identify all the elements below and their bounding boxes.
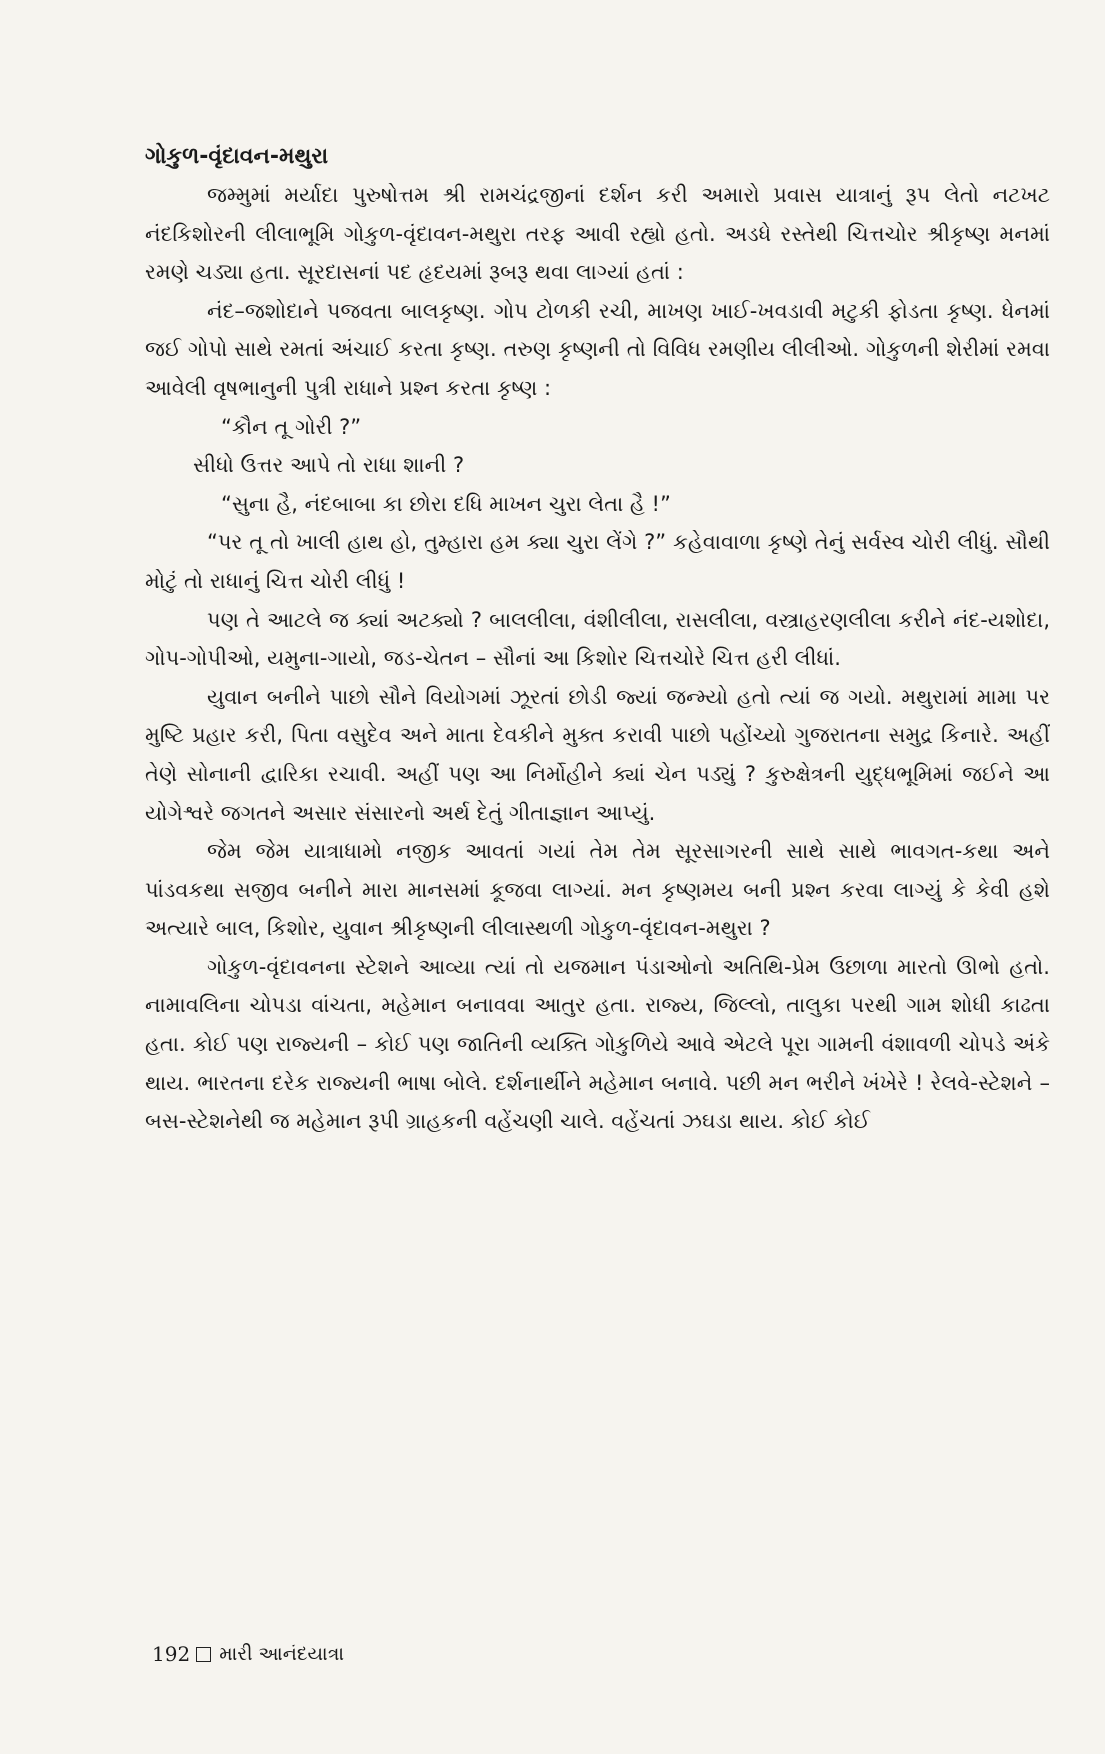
paragraph-1: જમ્મુમાં મર્યાદા પુરુષોત્તમ શ્રી રામચંદ્રજીનાં દર્શન કરી અમારો પ્રવાસ યાત્રાનું રૂપ લેતો નટખટ નંદકિશોરની લીલાભૂમિ ગોકુળ-વૃંદાવન-મથુરા તરફ આવી રહ્યો હતો. અડધે રસ્તેથી ચિત્તચોર શ્રીકૃષ્ણ મનમાં રમણે ચડ્યા હતા. સૂરદાસનાં પદ હૃદયમાં રૂબરૂ થવા લાગ્યાં હતાં : <box>145 183 1050 285</box>
paragraph-3: સીધો ઉત્તર આપે તો રાધા શાની ? <box>193 453 465 478</box>
paragraph-2: નંદ–જશોદાને પજવતા બાલકૃષ્ણ. ગોપ ટોળકી રચી, માખણ ખાઈ-ખવડાવી મટુકી ફોડતા કૃષ્ણ. ધેનમાં જઈ ગોપો સાથે રમતાં અંચાઈ કરતા કૃષ્ણ. તરુણ કૃષ્ણની તો વિવિધ રમણીય લીલીઓ. ગોકુળની શેરીમાં રમવા આવેલી વૃષભાનુની પુત્રી રાધાને પ્રશ્ન કરતા કૃષ્ણ : <box>145 298 1050 400</box>
quote-2: “સુના હૈ, નંદબાબા કા છોરા દધિ માખન ચુરા લેતા હૈ !” <box>221 491 671 516</box>
paragraph-8: ગોકુળ-વૃંદાવનના સ્ટેશને આવ્યા ત્યાં તો યજમાન પંડાઓનો અતિથિ-પ્રેમ ઉછાળા મારતો ઊભો હતો. નામાવલિના ચોપડા વાંચતા, મહેમાન બનાવવા આતુર હતા. રાજ્ય, જિલ્લો, તાલુકા પરથી ગામ શોધી કાઢતા હતા. કોઈ પણ રાજ્યની – કોઈ પણ જાતિની વ્યક્તિ ગોકુળિયે આવે એટલે પૂરા ગામની વંશાવળી ચોપડે અંકે થાય. ભારતના દરેક રાજ્યની ભાષા બોલે. દર્શનાર્થીને મહેમાન બનાવે. પછી મન ભરીને ખંખેરે ! રેલવે-સ્ટેશને – બસ-સ્ટેશનેથી જ મહેમાન રૂપી ગ્રાહકની વહેંચણી ચાલે. વહેંચતાં ઝઘડા થાય. કોઈ કોઈ <box>145 954 1050 1134</box>
paragraph-5: પણ તે આટલે જ ક્યાં અટક્યો ? બાલલીલા, વંશીલીલા, રાસલીલા, વસ્ત્રાહરણલીલા કરીને નંદ-યશોદા, ગોપ-ગોપીઓ, યમુના-ગાયો, જડ-ચેતન – સૌનાં આ કિશોર ચિત્તચોરે ચિત્ત હરી લીધાં. <box>145 607 1050 671</box>
paragraph-7: જેમ જેમ યાત્રાધામો નજીક આવતાં ગયાં તેમ તેમ સૂરસાગરની સાથે સાથે ભાવગત-કથા અને પાંડવકથા સજીવ બનીને મારા માનસમાં કૂજવા લાગ્યાં. મન કૃષ્ણમય બની પ્રશ્ન કરવા લાગ્યું કે કેવી હશે અત્યારે બાલ, કિશોર, યુવાન શ્રીકૃષ્ણની લીલાસ્થળી ગોકુળ-વૃંદાવન-મથુરા ? <box>145 839 1050 941</box>
book-title: મારી આનંદયાત્રા <box>219 1643 345 1665</box>
main-text <box>145 140 1050 1141</box>
paragraph-6: યુવાન બનીને પાછો સૌને વિયોગમાં ઝૂરતાં છોડી જ્યાં જન્મ્યો હતો ત્યાં જ ગયો. મથુરામાં મામા પર મુષ્ટિ પ્રહાર કરી, પિતા વસુદેવ અને માતા દેવકીને મુક્ત કરાવી પાછો પહોંચ્યો ગુજરાતના સમુદ્ર કિનારે. અહીં તેણે સોનાની દ્વારિકા રચાવી. અહીં પણ આ નિર્મોહીને ક્યાં ચેન પડ્યું ? કુરુક્ષેત્રની યુદ્ધભૂમિમાં જઈને આ યોગેશ્વરે જગતને અસાર સંસારનો અર્થ દેતું ગીતાજ્ઞાન આપ્યું. <box>145 684 1050 825</box>
page-footer <box>152 1642 344 1666</box>
square-separator-icon <box>196 1647 211 1662</box>
section-heading: ગોકુળ-વૃંદાવન-મથુરા <box>145 144 329 169</box>
paragraph-4: “પર તૂ તો ખાલી હાથ હો, તુમ્હારા હમ ક્યા ચુરા લેંગે ?” કહેવાવાળા કૃષ્ણે તેનું સર્વસ્વ ચોરી લીધું. સૌથી મોટું તો રાધાનું ચિત્ત ચોરી લીધું ! <box>145 530 1050 593</box>
page-number: 192 <box>152 1642 191 1666</box>
quote-1: “કૌન તૂ ગોરી ?” <box>221 414 362 439</box>
